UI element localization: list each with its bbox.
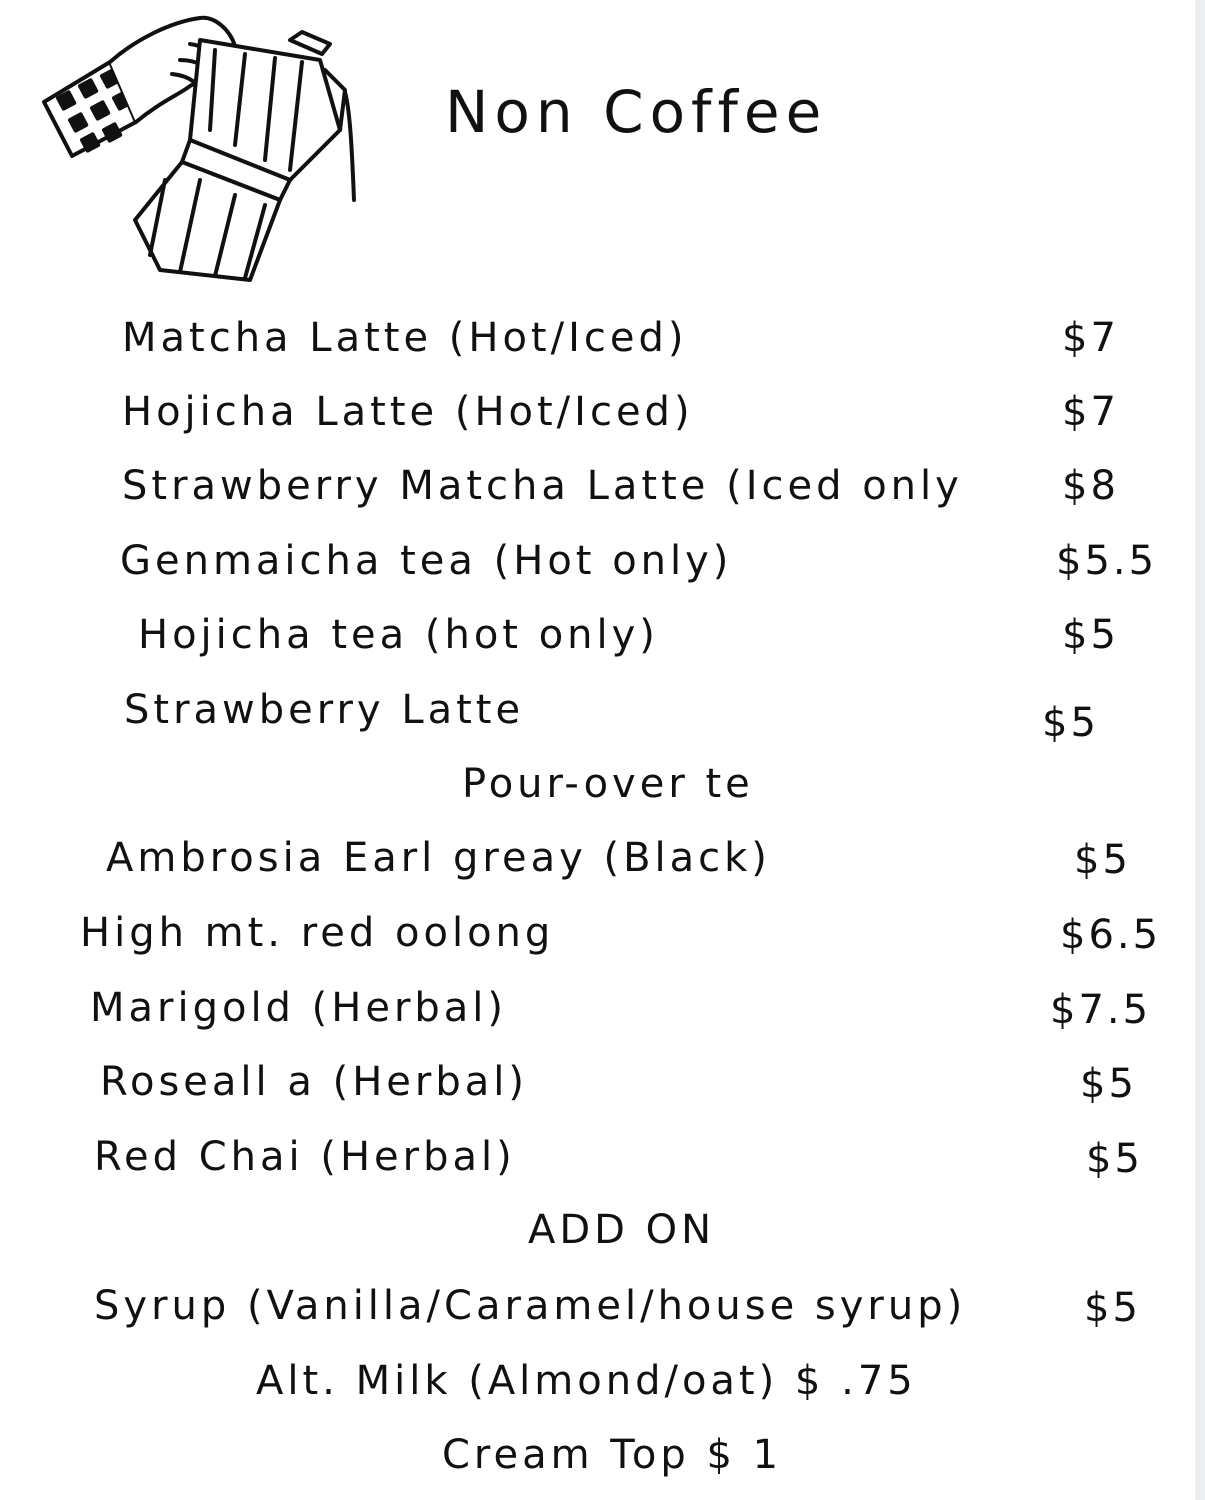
menu-item-name: Red Chai (Herbal) bbox=[94, 1134, 516, 1180]
menu-item-name: Roseall a (Herbal) bbox=[100, 1059, 528, 1105]
menu-item-price: $7 bbox=[1062, 389, 1119, 435]
page-title: Non Coffee bbox=[445, 78, 828, 146]
add-on-syrup-price: $5 bbox=[1084, 1285, 1141, 1331]
section-heading-pour-over: Pour-over te bbox=[462, 761, 754, 807]
menu-item-price: $5 bbox=[1074, 837, 1131, 883]
add-on-cream-top: Cream Top $ 1 bbox=[442, 1432, 783, 1478]
menu-item-name: Strawberry Matcha Latte (Iced only bbox=[122, 463, 963, 509]
add-on-alt-milk: Alt. Milk (Almond/oat) $ .75 bbox=[256, 1358, 917, 1404]
page-edge-strip bbox=[1195, 0, 1205, 1500]
menu-item-price: $5 bbox=[1062, 612, 1119, 658]
menu-item-name: Marigold (Herbal) bbox=[90, 985, 508, 1031]
menu-item-price: $5 bbox=[1080, 1061, 1137, 1107]
moka-pot-pouring-icon bbox=[40, 10, 360, 290]
add-on-syrup-name: Syrup (Vanilla/Caramel/house syrup) bbox=[94, 1283, 967, 1329]
menu-item-name: Ambrosia Earl greay (Black) bbox=[106, 835, 771, 881]
menu-item-price: $7.5 bbox=[1050, 987, 1152, 1033]
menu-item-price: $5 bbox=[1042, 700, 1099, 746]
menu-item-price: $8 bbox=[1062, 463, 1119, 509]
menu-item-name: Strawberry Latte bbox=[124, 687, 525, 733]
menu-item-name: Matcha Latte (Hot/Iced) bbox=[122, 315, 688, 361]
menu-item-name: Hojicha tea (hot only) bbox=[138, 612, 659, 658]
menu-item-name: High mt. red oolong bbox=[80, 910, 555, 956]
menu-item-price: $6.5 bbox=[1060, 912, 1162, 958]
menu-item-price: $7 bbox=[1062, 315, 1119, 361]
menu-item-price: $5 bbox=[1086, 1136, 1143, 1182]
menu-item-name: Genmaicha tea (Hot only) bbox=[120, 538, 733, 584]
menu-item-price: $5.5 bbox=[1056, 538, 1158, 584]
menu-item-name: Hojicha Latte (Hot/Iced) bbox=[122, 389, 694, 435]
section-heading-add-on: ADD ON bbox=[528, 1207, 716, 1253]
